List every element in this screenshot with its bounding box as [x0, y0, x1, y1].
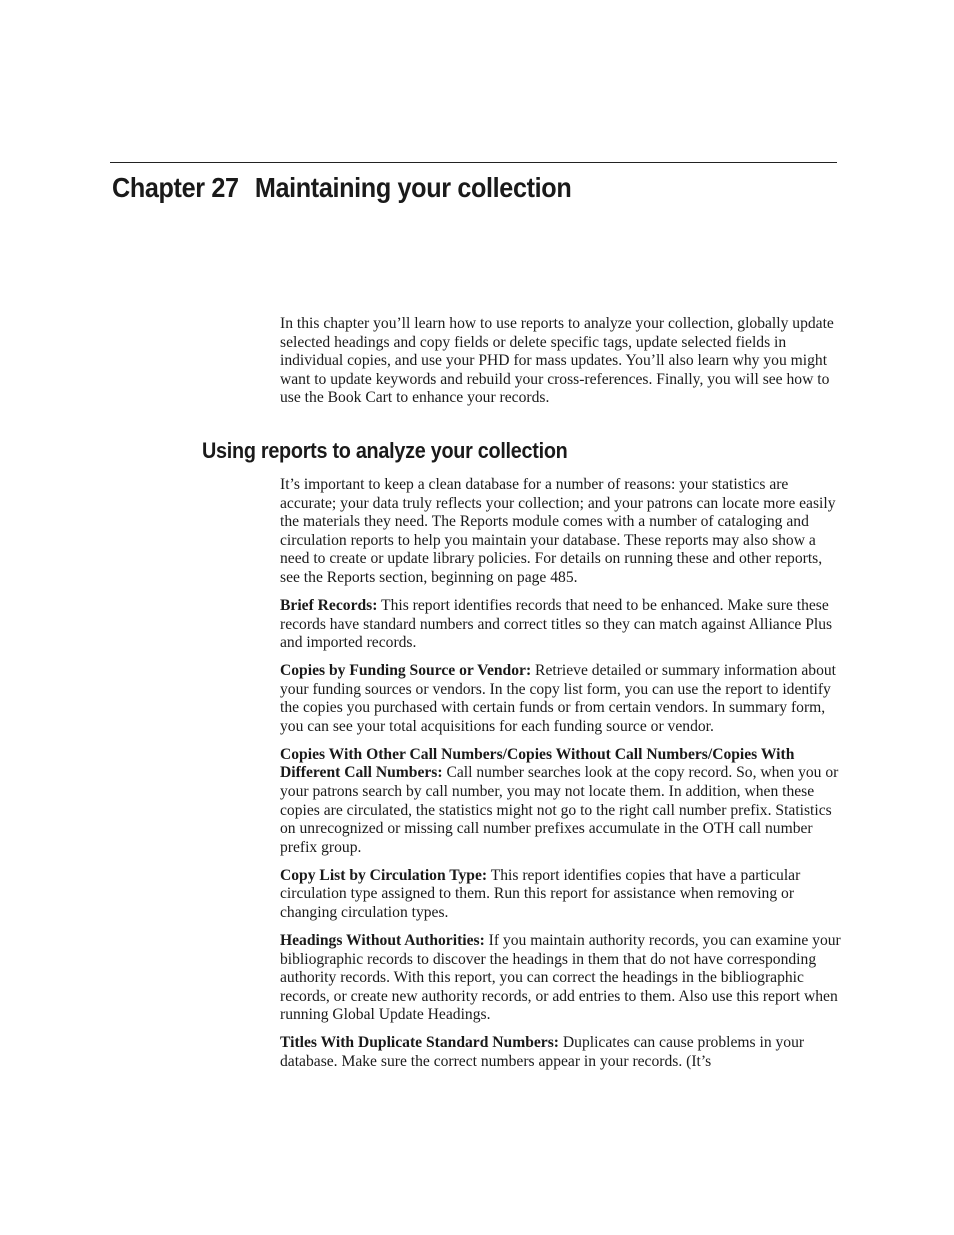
report-description: Call number searches look at the copy record. So, when you or your patrons search by call number, you may not locate them. In addition, when these copies are circulated, the statistics might not go to the right call number prefix. Statistics on unrecognized or missing call number prefixes accumulate in the OTH call number prefix group.: [280, 764, 839, 856]
chapter-number: Chapter 27: [112, 172, 239, 203]
report-entry-duplicate-standard-numbers: [280, 1034, 844, 1071]
report-description: Retrieve detailed or summary information about your funding sources or vendors. In the copy list form, you can use the report to identify the copies you purchased with certain funds or from certain vendors. In summary form, you can see your total acquisitions for each funding source or vendor.: [280, 662, 837, 735]
report-term: Headings Without Authorities:: [280, 932, 485, 950]
intro-paragraph: In this chapter you’ll learn how to use reports to analyze your collection, globally update selected headings and copy fields or delete specific tags, update selected fields in individual copies, and use your PHD for mass updates. You’ll also learn why you might want to update keywords and rebuild your cross-references. Finally, you will see how to use the Book Cart to enhance your records.: [280, 315, 834, 407]
section-paragraph: It’s important to keep a clean database for a number of reasons: your statistics are accurate; your data truly reflects your collection; and your patrons can locate more easily the materials they need. The Reports module comes with a number of cataloging and circulation reports to help you maintain your database. These reports may also show a need to create or update library policies. For details on running these and other reports, see the Reports section, beginning on page 485.: [280, 476, 836, 586]
report-entry-brief-records: [280, 597, 844, 653]
chapter-intro: [280, 315, 844, 417]
chapter-rule: [110, 162, 837, 163]
report-entry-headings-without-authorities: [280, 932, 844, 1025]
section-body: [280, 476, 844, 1081]
report-entry-call-numbers: [280, 746, 844, 858]
report-entry-copies-by-funding: [280, 662, 844, 736]
chapter-title-text: Maintaining your collection: [254, 172, 572, 203]
chapter-title: [112, 168, 571, 208]
report-term: Titles With Duplicate Standard Numbers:: [280, 1034, 559, 1052]
report-description: If you maintain authority records, you can examine your bibliographic records to discover the headings in them that do not have corresponding authority records. With this report, you can correct the headings in the bibliographic records, or create new authority records, or add entries to them. Also use this report when running Global Update Headings.: [280, 932, 841, 1024]
report-term: Copy List by Circulation Type:: [280, 866, 488, 884]
report-description: This report identifies records that need to be enhanced. Make sure these records have standard numbers and correct titles so they can match against Alliance Plus and imported records.: [280, 596, 833, 652]
report-description: This report identifies copies that have a particular circulation type assigned to them. Run this report for assistance when removing or changing circulation types.: [280, 866, 801, 922]
report-description: Duplicates can cause problems in your database. Make sure the correct numbers appear in your records. (It’s: [280, 1034, 805, 1070]
report-entry-copy-list-circulation: [280, 867, 844, 923]
report-term: Copies With Other Call Numbers/Copies Without Call Numbers/Copies With Different Call Numbers:: [280, 745, 795, 782]
report-term: Copies by Funding Source or Vendor:: [280, 662, 532, 680]
section-heading: Using reports to analyze your collection: [202, 438, 568, 463]
report-term: Brief Records:: [280, 596, 378, 614]
